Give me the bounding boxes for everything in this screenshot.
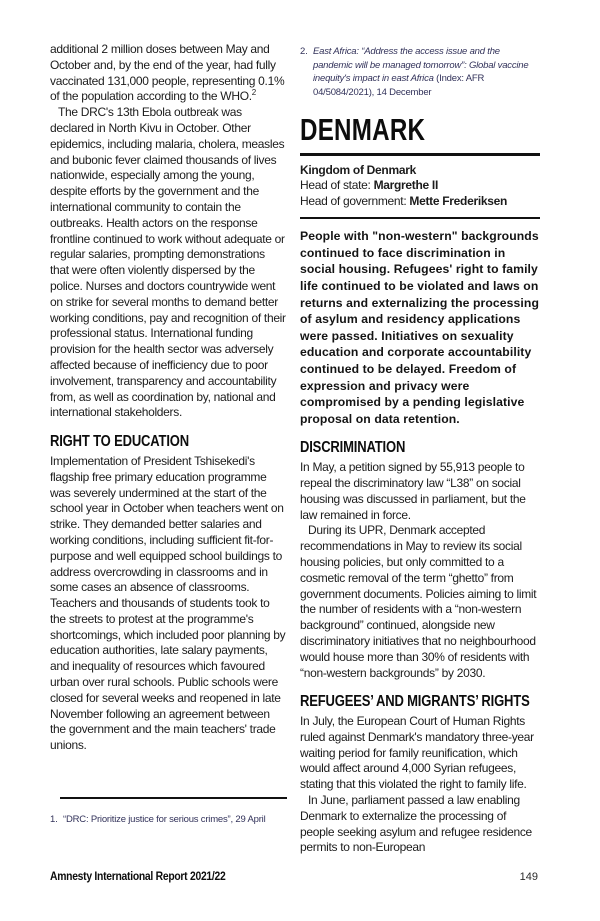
footer-report-title: Amnesty International Report 2021/22 <box>50 871 226 883</box>
footnote-link[interactable]: East Africa: “Address the access issue and the pandemic will be managed tomorrow”: Global vaccine inequity's impact in east Africa <box>313 46 529 84</box>
page-number: 149 <box>519 871 538 883</box>
paragraph <box>50 42 286 105</box>
section-heading-refugees-and-migrants-rights: REFUGEES’ AND MIGRANTS’ RIGHTS <box>300 693 530 711</box>
country-meta <box>300 163 540 209</box>
head-of-government-label: Head of government: <box>300 193 410 208</box>
paragraph-text: additional 2 million doses between May and October and, by the end of the year, had fully vaccinated 131,000 people, representing 0.1% of the population according to the WHO. <box>50 42 285 104</box>
section-refugees-migrants-rights <box>300 694 540 856</box>
head-of-government-value: Mette Frederiksen <box>409 193 508 208</box>
head-of-state-row <box>300 178 540 193</box>
footnote-date: , 29 April <box>230 814 266 825</box>
head-of-state-value: Margrethe II <box>373 178 438 193</box>
paragraph: In May, a petition signed by 55,913 people to repeal the discriminatory law “L38” on social housing was discussed in parliament, but the law remained in force. <box>300 460 526 522</box>
section-heading-right-to-education: RIGHT TO EDUCATION <box>50 433 189 451</box>
paragraph: In June, parliament passed a law enabling Denmark to externalize the processing of people seeking asylum and refugee residence permits to non-European <box>300 793 532 855</box>
footnote-2 <box>300 45 540 99</box>
right-column <box>300 42 540 856</box>
footnote-number: 2. <box>300 46 308 57</box>
section-heading-discrimination: DISCRIMINATION <box>300 439 406 457</box>
section-discrimination <box>300 440 540 681</box>
footnote-body <box>313 45 540 99</box>
footnote-link[interactable]: “DRC: Prioritize justice for serious crimes” <box>63 814 231 825</box>
country-official-name: Kingdom of Denmark <box>300 163 416 177</box>
paragraph: The DRC's 13th Ebola outbreak was declared in North Kivu in October. Other epidemics, including malaria, cholera, measles and bubonic fever claimed thousands of lives nationwide, especially among the young, despite efforts by the government and the international community to contain the outbreaks. Health actors on the response frontline continued to work without adequate or regular salaries, prompting demonstrations that were often violently dispersed by the police. Nurses and doctors countrywide went on strike for several months to demand better working conditions, pay and recognition of their professional status. International funding provision for the health sector was adversely affected because of inefficiency due to poor involvement, transparency and accountability from, as well as coordination by, national and international stakeholders. <box>50 105 286 420</box>
footnote-index: (Index: AFR 04/5084/2021), 14 December <box>313 73 485 98</box>
paragraph: In July, the European Court of Human Rights ruled against Denmark's mandatory three-year waiting period for family reunification, which would affect around 4,000 Syrian refugees, stating that this violated the right to family life. <box>300 714 534 792</box>
footnote-number: 1. <box>50 814 58 825</box>
footnote-ref-2[interactable]: 2 <box>251 88 256 98</box>
head-of-government-row <box>300 194 540 209</box>
meta-rule <box>300 217 540 219</box>
footnote-1 <box>50 813 287 827</box>
heading-rule <box>300 153 540 156</box>
country-heading: DENMARK <box>300 112 426 147</box>
paragraph: Implementation of President Tshisekedi's flagship free primary education programme was severely undermined at the start of the school year in October when teachers went on strike. They demanded better salaries and working conditions, including sufficient fit-for-purpose and well equipped school buildings to address overcrowding in classrooms and in some cases an absence of classrooms. Teachers and thousands of students took to the streets to protest at the programme's shortcomings, which included poor planning by education authorities, late salary payments, and inequality of resources which favoured urban over rural schools. Public schools were closed for several weeks and reopened in late November following an agreement between the government and the main teachers' trade unions. <box>50 453 286 753</box>
country-summary: People with "non-western" backgrounds continued to face discrimination in social housing. Refugees' right to family life continued to be violated and laws on returns and externalizing the processing of asylum and residency applications were passed. Initiatives on sexuality education and corporate accountability continued to be delayed. Freedom of expression and privacy were compromised by a pending legislative proposal on data retention. <box>300 229 540 426</box>
paragraph: During its UPR, Denmark accepted recommendations in May to review its social housing policies, but only committed to a cosmetic removal of the term “ghetto” from government documents. Policies aiming to limit the number of residents with a “non-western background” continued, alongside new discriminatory initiatives that no neighbourhood would house more than 30% of residents with “non-western backgrounds” by 2030. <box>300 523 537 680</box>
left-column <box>50 42 286 754</box>
footnote-body <box>63 813 287 827</box>
footnote-separator <box>60 797 287 799</box>
head-of-state-label: Head of state: <box>300 178 374 193</box>
